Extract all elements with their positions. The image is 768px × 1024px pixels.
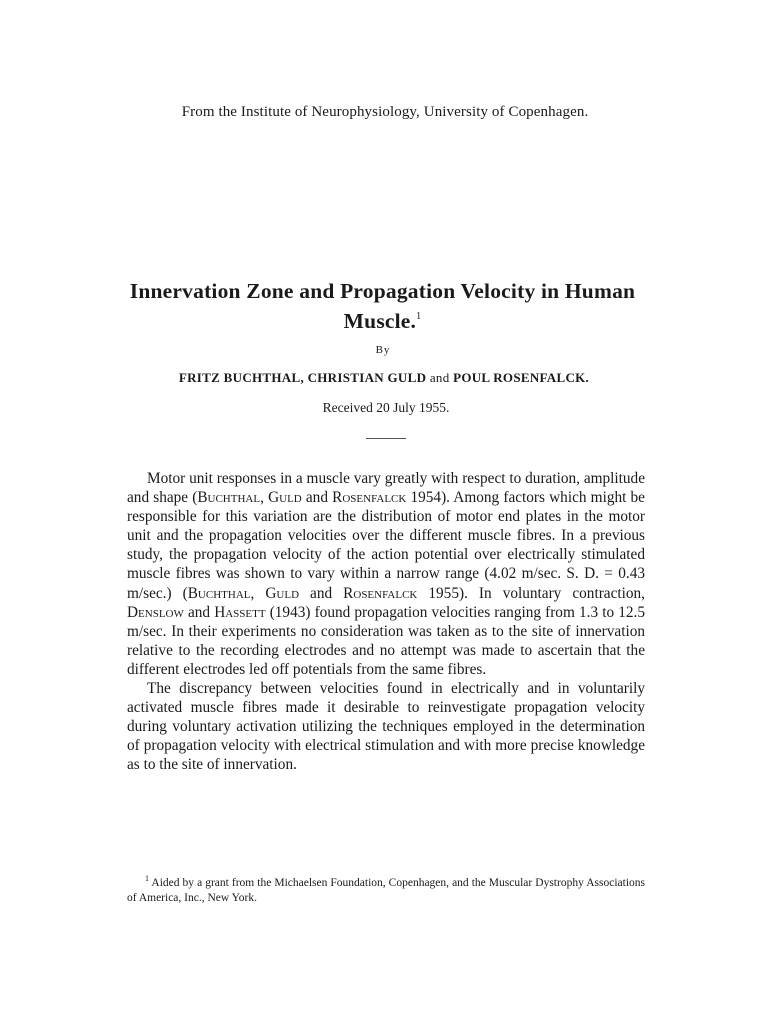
footnote-mark: 1 [145,874,149,883]
p1-text-a: Motor unit responses in a muscle vary greatly with respect to duration, amplitude and shape ( [127,470,645,507]
author-guld: CHRISTIAN GULD [307,370,427,385]
p1-text-i: , [250,584,266,602]
author-buchthal: FRITZ BUCHTHAL, [178,370,305,385]
p1-text-c: , [260,489,269,507]
authors-line [0,370,768,386]
citation-author: Buchthal [197,489,261,507]
authors-and: and [429,370,450,385]
author-rosenfalck: POUL ROSENFALCK. [453,370,590,385]
p1-text-q: (1943) found propagation velocities ranging from 1.3 to 12.5 m/sec. In their experiments no consideration was taken as to the site of innervation relative to the recording electrodes and no attempt was made to ascertain that the different electrodes led off potentials from the same fibres. [127,603,645,678]
citation-author: Guld [268,489,302,507]
citation-author: Rosenfalck [332,489,407,507]
by-line: By [375,344,391,356]
citation-author: Denslow [127,603,184,621]
section-divider [366,438,406,439]
title-text: Innervation Zone and Propagation Velocity in Human Muscle. [129,279,636,333]
footnote-text: Aided by a grant from the Michaelsen Foundation, Copenhagen, and the Muscular Dystrophy Associations of America, Inc., New York. [127,876,645,904]
paragraph-1 [127,469,645,679]
p1-text-g: 1954). Among factors which might be responsible for this variation are the distribution of motor end plates in the motor unit and the propagation velocities over the different muscle fibres. In a previous study, the propagation velocity of the action potential over electrically stimulated muscle fibres was shown to vary within a narrow range (4.02 m/sec. S. D. = 0.43 m/sec.) ( [127,489,645,602]
citation-author: Hassett [214,603,266,621]
received-date: Received 20 July 1955. [322,400,450,415]
citation-author: Buchthal [187,584,251,602]
institute-line: From the Institute of Neurophysiology, University of Copenhagen. [181,104,589,120]
paragraph-2: The discrepancy between velocities found in electrically and in voluntarily activated muscle fibres made it desirable to reinvestigate propagation velocity during voluntary activation utilizing the techniques employed in the determination of propagation velocity with electrical stimulation and with more precise knowledge as to the site of innervation. [127,680,645,774]
citation-author: Guld [265,584,300,602]
p1-text-k: and [299,584,344,602]
footnote [127,871,645,906]
p1-text-o: and [183,603,215,621]
p1-text-m: 1955). In voluntary contraction, [417,584,645,602]
article-body [127,469,645,775]
article-title [100,278,665,334]
p1-text-e: and [301,489,333,507]
citation-author: Rosenfalck [343,584,418,602]
title-footnote-mark: 1 [416,311,422,322]
